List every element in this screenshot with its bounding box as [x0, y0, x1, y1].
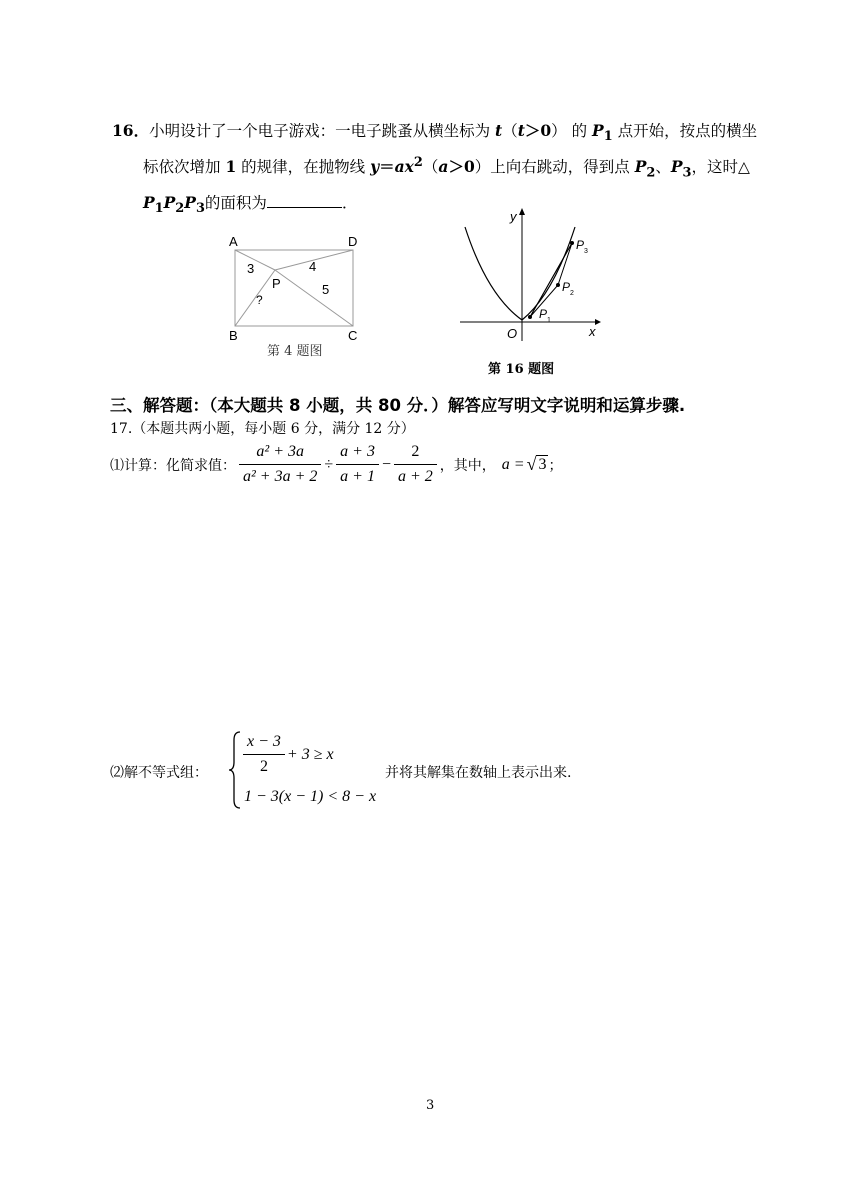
brace-icon [228, 730, 242, 810]
q17-ineq1-numerator: x − 3 [247, 733, 281, 750]
fig4-label-A: A [229, 234, 238, 249]
q16-tri-P2: P [163, 193, 176, 212]
sqrt-icon: √ [526, 454, 537, 474]
q16-eq-paren-close: ） [474, 158, 491, 177]
q17-part1 [110, 443, 562, 486]
section3-title: 三、解答题：（本大题共 8 小题，共 80 分．）解答应写明文字说明和运算步骤. [110, 396, 686, 415]
fig4-label-P: P [272, 276, 281, 291]
q16-line2 [143, 155, 750, 180]
q17-header: 17.（本题共两小题，每小题 6 分，满分 12 分） [110, 421, 415, 437]
fig16-point-P1 [528, 315, 532, 319]
fig4-line-PC [275, 270, 353, 326]
q16-P2: P [634, 157, 647, 177]
q17-divide-sign: ÷ [324, 455, 334, 473]
q17-fraction-2 [336, 443, 379, 486]
q17-f3-numerator: 2 [411, 443, 420, 460]
fig4-label-D: D [348, 234, 358, 249]
q16-number: 16． [112, 121, 150, 140]
fig4-caption: 第 4 题图 [267, 344, 323, 359]
q17-ineq1-fraction [243, 733, 285, 776]
q16-eq-gt: ＞0 [448, 157, 475, 177]
q16-text-a: 小明设计了一个电子游戏：一电子跳蚤从横坐标为 [149, 122, 496, 140]
fig4-label-4: 4 [309, 259, 317, 274]
q17-ineq1-denominator: 2 [243, 754, 285, 776]
q16-eq-y: y [370, 157, 380, 177]
fig16-label-P2: P [562, 280, 571, 294]
fig16-point-P2 [556, 283, 560, 287]
q16-line3 [143, 191, 357, 216]
fig4-label-5: 5 [322, 282, 330, 297]
q16-gt0: ＞0 [524, 121, 552, 140]
q17-fraction-1 [239, 443, 321, 486]
fig16-caption: 第 16 题图 [488, 362, 555, 377]
fig4-label-question: ? [256, 293, 263, 307]
q17-fraction-3 [394, 443, 437, 486]
fig16-y-arrow [519, 208, 525, 215]
q16-tri-s1: 1 [154, 201, 164, 217]
fig16-label-y: y [510, 209, 517, 224]
fig16-label-P2-sub: 2 [570, 290, 574, 297]
q16-t-cond: t [517, 121, 525, 140]
q16-answer-blank[interactable] [267, 193, 342, 208]
q17-ineq1-rest: + 3 ≥ x [286, 745, 334, 763]
q16-end: ． [341, 194, 358, 212]
q16-line1 [112, 119, 757, 144]
q16-text-h: 的面积为 [204, 194, 267, 212]
q17-minus-sign: − [381, 455, 391, 473]
q17-f2-denominator: a + 1 [336, 464, 379, 486]
q16-P1: P [592, 121, 604, 140]
q17-where: ，其中， [439, 457, 496, 474]
q17-f3-denominator: a + 2 [394, 464, 437, 486]
q16-eq-eq: ＝ [379, 157, 395, 177]
fig4-line-PB [235, 270, 275, 326]
fig16-point-P3 [570, 241, 574, 245]
q16-text-c: 点开始，按点的横坐 [612, 122, 758, 140]
q16-eq-paren: （ [422, 158, 439, 177]
fig16-label-O: O [507, 326, 518, 341]
q16-tri-P3: P [184, 193, 196, 212]
q16-eq-a: a [438, 157, 449, 177]
q17-part2-tail: 并将其解集在数轴上表示出来. [385, 765, 572, 781]
q16-sep: 、 [655, 158, 671, 177]
fig16-label-P3-sub: 3 [584, 248, 588, 255]
q17-system-brace [228, 730, 242, 814]
page-number: 3 [426, 1098, 435, 1113]
q16-tri-P1: P [143, 193, 155, 212]
q16-P3-sub: 3 [682, 165, 692, 181]
fig16-label-x: x [589, 324, 596, 339]
q16-eq-sup: 2 [413, 155, 423, 170]
q16-t: t [495, 121, 503, 140]
fig4-line-PA [235, 250, 275, 270]
fig4-label-B: B [229, 328, 238, 343]
q17-part1-label: ⑴计算：化简求值： [110, 457, 236, 474]
q17-a-equals: a = [501, 455, 525, 473]
q16-paren-close: ） [551, 122, 567, 140]
q17-inequality-1 [243, 733, 334, 776]
q16-tri-s3: 3 [195, 201, 205, 217]
q16-tri-s2: 2 [175, 201, 185, 217]
fig4-label-3: 3 [247, 261, 255, 276]
q16-paren: （ [502, 122, 518, 140]
fig16-label-P1: P [539, 307, 548, 321]
q16-text-e: 的规律，在抛物线 [236, 158, 371, 177]
q17-f1-numerator: a² + 3a [256, 443, 304, 460]
q16-text-b: 的 [566, 122, 593, 140]
q16-eq-ax: ax [394, 157, 414, 177]
q17-part2-label: ⑵解不等式组： [110, 765, 208, 781]
q16-one: 1 [225, 157, 237, 177]
q17-f1-denominator: a² + 3a + 2 [239, 464, 321, 486]
fig16-label-P3: P [576, 238, 585, 252]
q16-text-f: 上向右跳动，得到点 [490, 158, 635, 177]
q16-text-g: ，这时△ [691, 158, 750, 177]
fig16-diagram [455, 205, 605, 345]
q16-P2-sub: 2 [646, 165, 656, 181]
q16-P1-sub: 1 [603, 129, 613, 145]
fig16-x-arrow [595, 319, 601, 325]
fig16-parabola [465, 227, 575, 320]
q17-sqrt-value: 3 [538, 456, 547, 473]
fig4-label-C: C [348, 328, 358, 343]
q17-inequality-2: 1 − 3(x − 1) < 8 − x [244, 788, 377, 805]
fig4-diagram [222, 228, 372, 358]
q17-semicolon: ； [548, 457, 563, 474]
q16-text-d: 标依次增加 [143, 158, 226, 177]
q17-f2-numerator: a + 3 [340, 443, 375, 460]
q16-P3: P [670, 157, 683, 177]
fig16-label-P1-sub: 1 [547, 317, 551, 324]
